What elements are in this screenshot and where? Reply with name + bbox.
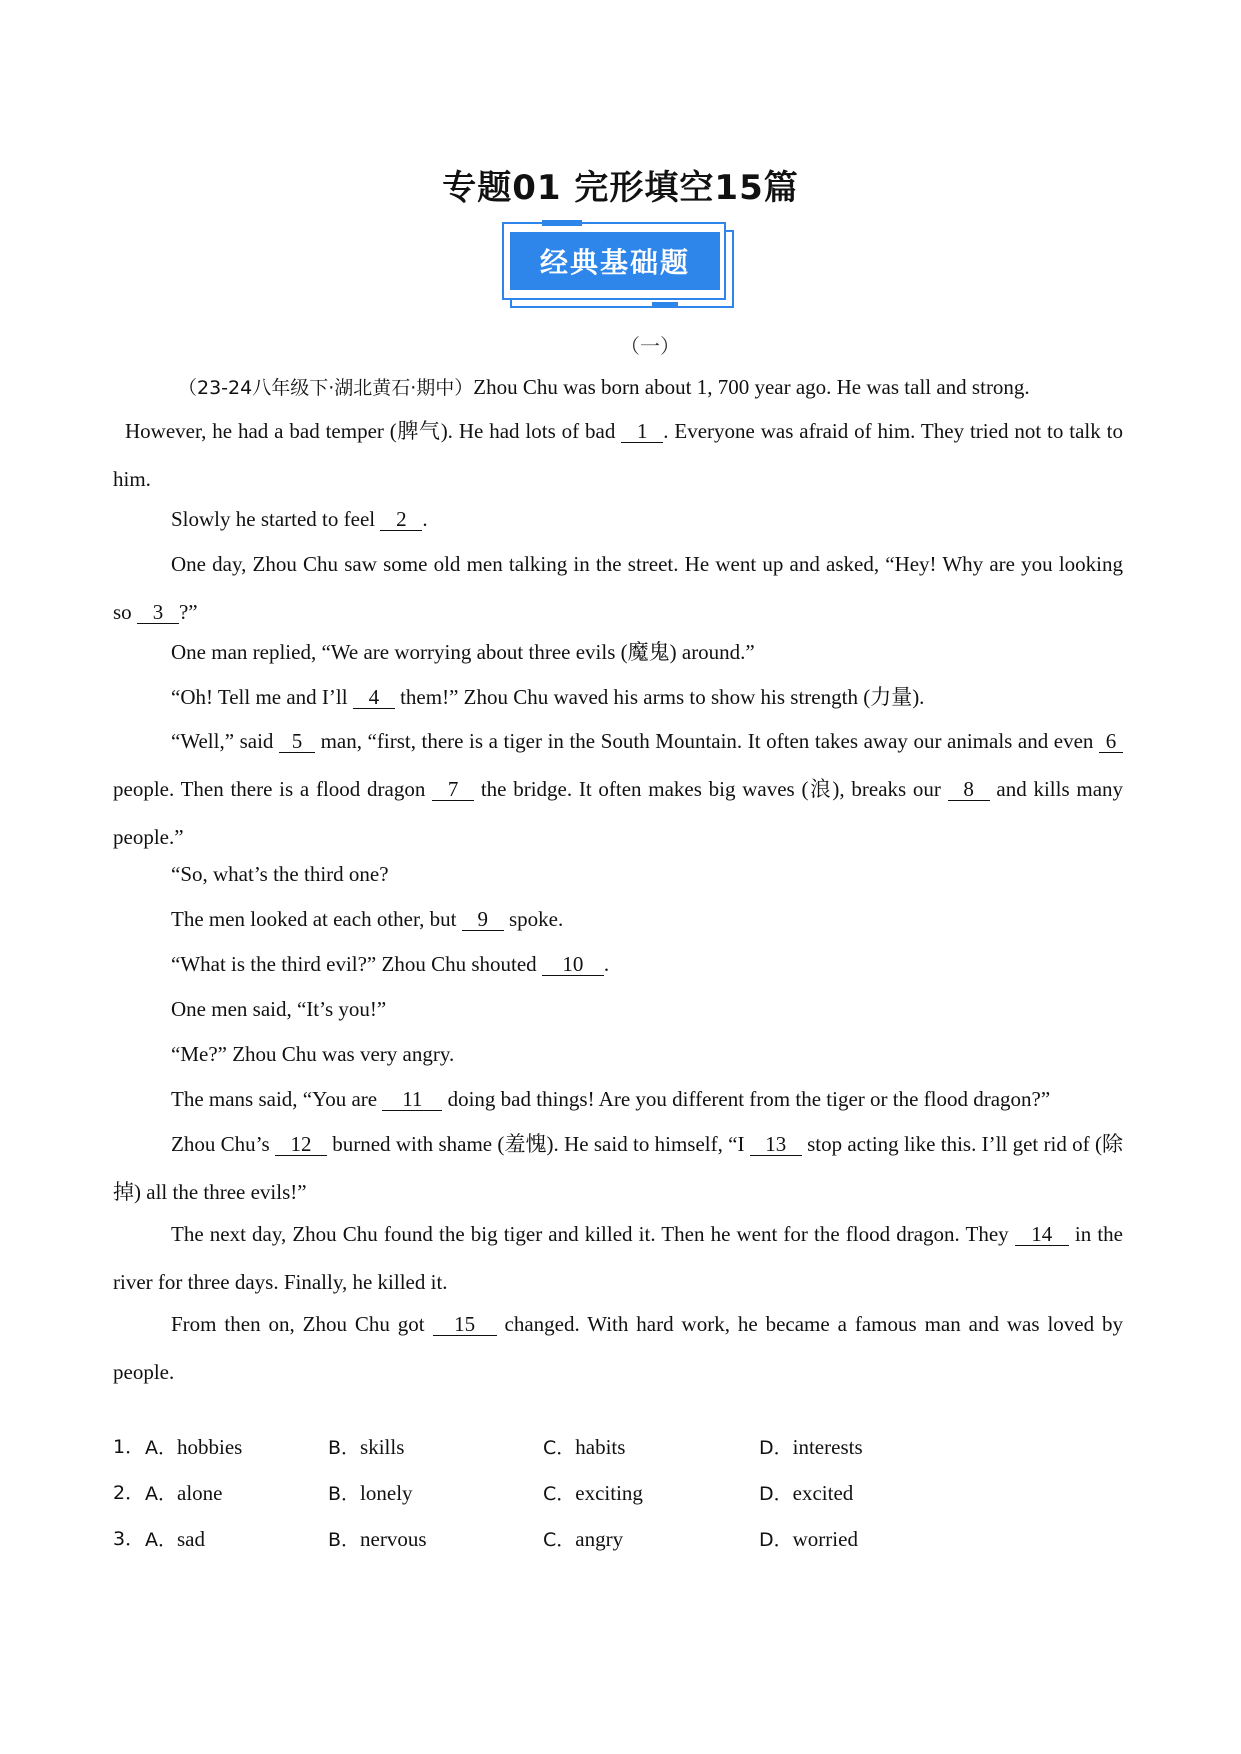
blank-9[interactable]: 9 bbox=[462, 908, 504, 931]
blank-11[interactable]: 11 bbox=[382, 1088, 442, 1111]
option-d[interactable] bbox=[759, 1432, 863, 1463]
paragraph-text: The next day, Zhou Chu found the big tiger and killed it. Then he went for the flood dragon. They bbox=[171, 1222, 1009, 1246]
paragraph-5 bbox=[113, 673, 1123, 721]
option-text: hobbies bbox=[177, 1435, 243, 1459]
page-title: 专题01 完形填空15篇 bbox=[442, 168, 799, 208]
paragraph-text: . Everyone was afraid of him. They tried not to talk to him. bbox=[113, 419, 1123, 491]
badge-label: 经典基础题 bbox=[539, 246, 690, 279]
option-label: B． bbox=[328, 1437, 361, 1459]
option-label: C． bbox=[543, 1529, 576, 1551]
paragraph-11: “Me?” Zhou Chu was very angry. bbox=[171, 1042, 455, 1066]
blank-3[interactable]: 3 bbox=[137, 601, 179, 624]
paragraph-9 bbox=[113, 940, 1123, 988]
paragraph-text: Zhou Chu’s bbox=[171, 1132, 270, 1156]
option-label: C． bbox=[543, 1437, 576, 1459]
option-label: A． bbox=[145, 1483, 177, 1505]
paragraph-1 bbox=[113, 363, 1123, 412]
option-label: D． bbox=[759, 1483, 793, 1505]
paragraph-14 bbox=[113, 1210, 1123, 1306]
option-a[interactable] bbox=[145, 1478, 222, 1509]
paragraph-text: One day, Zhou Chu saw some old men talking in the street. He went up and asked, “Hey! Why are you looking so bbox=[113, 552, 1123, 624]
section-badge bbox=[502, 222, 734, 308]
blank-4[interactable]: 4 bbox=[353, 686, 395, 709]
paragraph-1-cont bbox=[113, 407, 1123, 503]
option-text: excited bbox=[792, 1481, 854, 1505]
blank-12[interactable]: 12 bbox=[275, 1133, 327, 1156]
paragraph-10: One men said, “It’s you!” bbox=[171, 997, 387, 1021]
paragraph-12 bbox=[113, 1075, 1123, 1123]
option-c[interactable] bbox=[543, 1432, 625, 1463]
question-source: （23-24八年级下·湖北黄石·期中） bbox=[178, 377, 474, 399]
paragraph-text: . bbox=[603, 952, 610, 976]
paragraph-3 bbox=[113, 540, 1123, 636]
paragraph-15 bbox=[113, 1300, 1123, 1396]
paragraph-text: Zhou Chu was born about 1, 700 year ago. He was tall and strong. bbox=[473, 375, 1030, 399]
badge-tab bbox=[542, 220, 582, 226]
paragraph-text: people. Then there is a flood dragon bbox=[113, 777, 426, 801]
option-text: sad bbox=[177, 1527, 205, 1551]
question-2 bbox=[113, 1478, 1113, 1508]
question-number: 1． bbox=[113, 1436, 145, 1458]
paragraph-8 bbox=[113, 895, 1123, 943]
paragraph-text: in the river for three days. Finally, he killed it. bbox=[113, 1222, 1123, 1294]
option-text: skills bbox=[360, 1435, 405, 1459]
paragraph-text: man, “first, there is a tiger in the South Mountain. It often takes away our animals and even bbox=[320, 729, 1094, 753]
option-text: interests bbox=[792, 1435, 863, 1459]
option-label: A． bbox=[145, 1529, 177, 1551]
option-text: exciting bbox=[575, 1481, 643, 1505]
paragraph-2 bbox=[113, 495, 1123, 543]
paragraph-text: and kills many people.” bbox=[113, 777, 1124, 849]
paragraph-text: From then on, Zhou Chu got bbox=[171, 1312, 425, 1336]
question-number: 2． bbox=[113, 1482, 145, 1504]
paragraph-text: Slowly he started to feel bbox=[171, 507, 376, 531]
question-number: 3． bbox=[113, 1528, 145, 1550]
section-number: （一） bbox=[620, 336, 680, 358]
blank-2[interactable]: 2 bbox=[380, 508, 422, 531]
blank-15[interactable]: 15 bbox=[433, 1313, 497, 1336]
option-c[interactable] bbox=[543, 1524, 623, 1555]
option-text: angry bbox=[575, 1527, 624, 1551]
paragraph-text: the bridge. It often makes big waves (浪), breaks our bbox=[480, 777, 941, 801]
option-label: B． bbox=[328, 1483, 361, 1505]
paragraph-text: “Oh! Tell me and I’ll bbox=[171, 685, 348, 709]
question-1 bbox=[113, 1432, 1113, 1462]
option-label: B． bbox=[328, 1529, 361, 1551]
blank-1[interactable]: 1 bbox=[621, 420, 663, 443]
blank-7[interactable]: 7 bbox=[432, 778, 474, 801]
paragraph-text: “Well,” said bbox=[171, 729, 274, 753]
option-b[interactable] bbox=[328, 1524, 427, 1555]
blank-13[interactable]: 13 bbox=[750, 1133, 802, 1156]
paragraph-text: stop acting like this. I’ll get rid of (除掉) all the three evils!” bbox=[113, 1132, 1123, 1204]
option-text: alone bbox=[177, 1481, 223, 1505]
blank-5[interactable]: 5 bbox=[279, 730, 315, 753]
badge-tab bbox=[652, 302, 678, 308]
option-text: habits bbox=[575, 1435, 626, 1459]
option-label: D． bbox=[759, 1437, 793, 1459]
option-c[interactable] bbox=[543, 1478, 643, 1509]
paragraph-text: spoke. bbox=[508, 907, 564, 931]
paragraph-6 bbox=[113, 717, 1123, 861]
paragraph-text: changed. With hard work, he became a famous man and was loved by people. bbox=[113, 1312, 1124, 1384]
blank-10[interactable]: 10 bbox=[542, 953, 604, 976]
blank-14[interactable]: 14 bbox=[1015, 1223, 1069, 1246]
option-a[interactable] bbox=[145, 1524, 205, 1555]
paragraph-text: doing bad things! Are you different from the tiger or the flood dragon?” bbox=[447, 1087, 1051, 1111]
paragraph-text: “What is the third evil?” Zhou Chu shouted bbox=[171, 952, 537, 976]
paragraph-text: However, he had a bad temper (脾气). He had lots of bad bbox=[125, 419, 616, 443]
paragraph-text: . bbox=[422, 507, 428, 531]
paragraph-13 bbox=[113, 1120, 1123, 1216]
option-label: C． bbox=[543, 1483, 576, 1505]
option-label: D． bbox=[759, 1529, 793, 1551]
blank-8[interactable]: 8 bbox=[948, 778, 990, 801]
paragraph-text: them!” Zhou Chu waved his arms to show his strength (力量). bbox=[400, 685, 925, 709]
badge-fill bbox=[510, 232, 720, 290]
option-a[interactable] bbox=[145, 1432, 242, 1463]
option-d[interactable] bbox=[759, 1478, 853, 1509]
option-text: nervous bbox=[360, 1527, 427, 1551]
paragraph-text: The mans said, “You are bbox=[171, 1087, 378, 1111]
paragraph-text: The men looked at each other, but bbox=[171, 907, 457, 931]
paragraph-4: One man replied, “We are worrying about three evils (魔鬼) around.” bbox=[171, 640, 755, 664]
paragraph-text: ?” bbox=[178, 600, 198, 624]
option-label: A． bbox=[145, 1437, 177, 1459]
paragraph-text: burned with shame (羞愧). He said to himself, “I bbox=[332, 1132, 745, 1156]
option-text: worried bbox=[792, 1527, 858, 1551]
paragraph-7: “So, what’s the third one? bbox=[171, 862, 389, 886]
option-b[interactable] bbox=[328, 1478, 413, 1509]
question-3 bbox=[113, 1524, 1113, 1554]
option-b[interactable] bbox=[328, 1432, 404, 1463]
option-d[interactable] bbox=[759, 1524, 858, 1555]
blank-6[interactable]: 6 bbox=[1099, 730, 1123, 753]
option-text: lonely bbox=[360, 1481, 413, 1505]
